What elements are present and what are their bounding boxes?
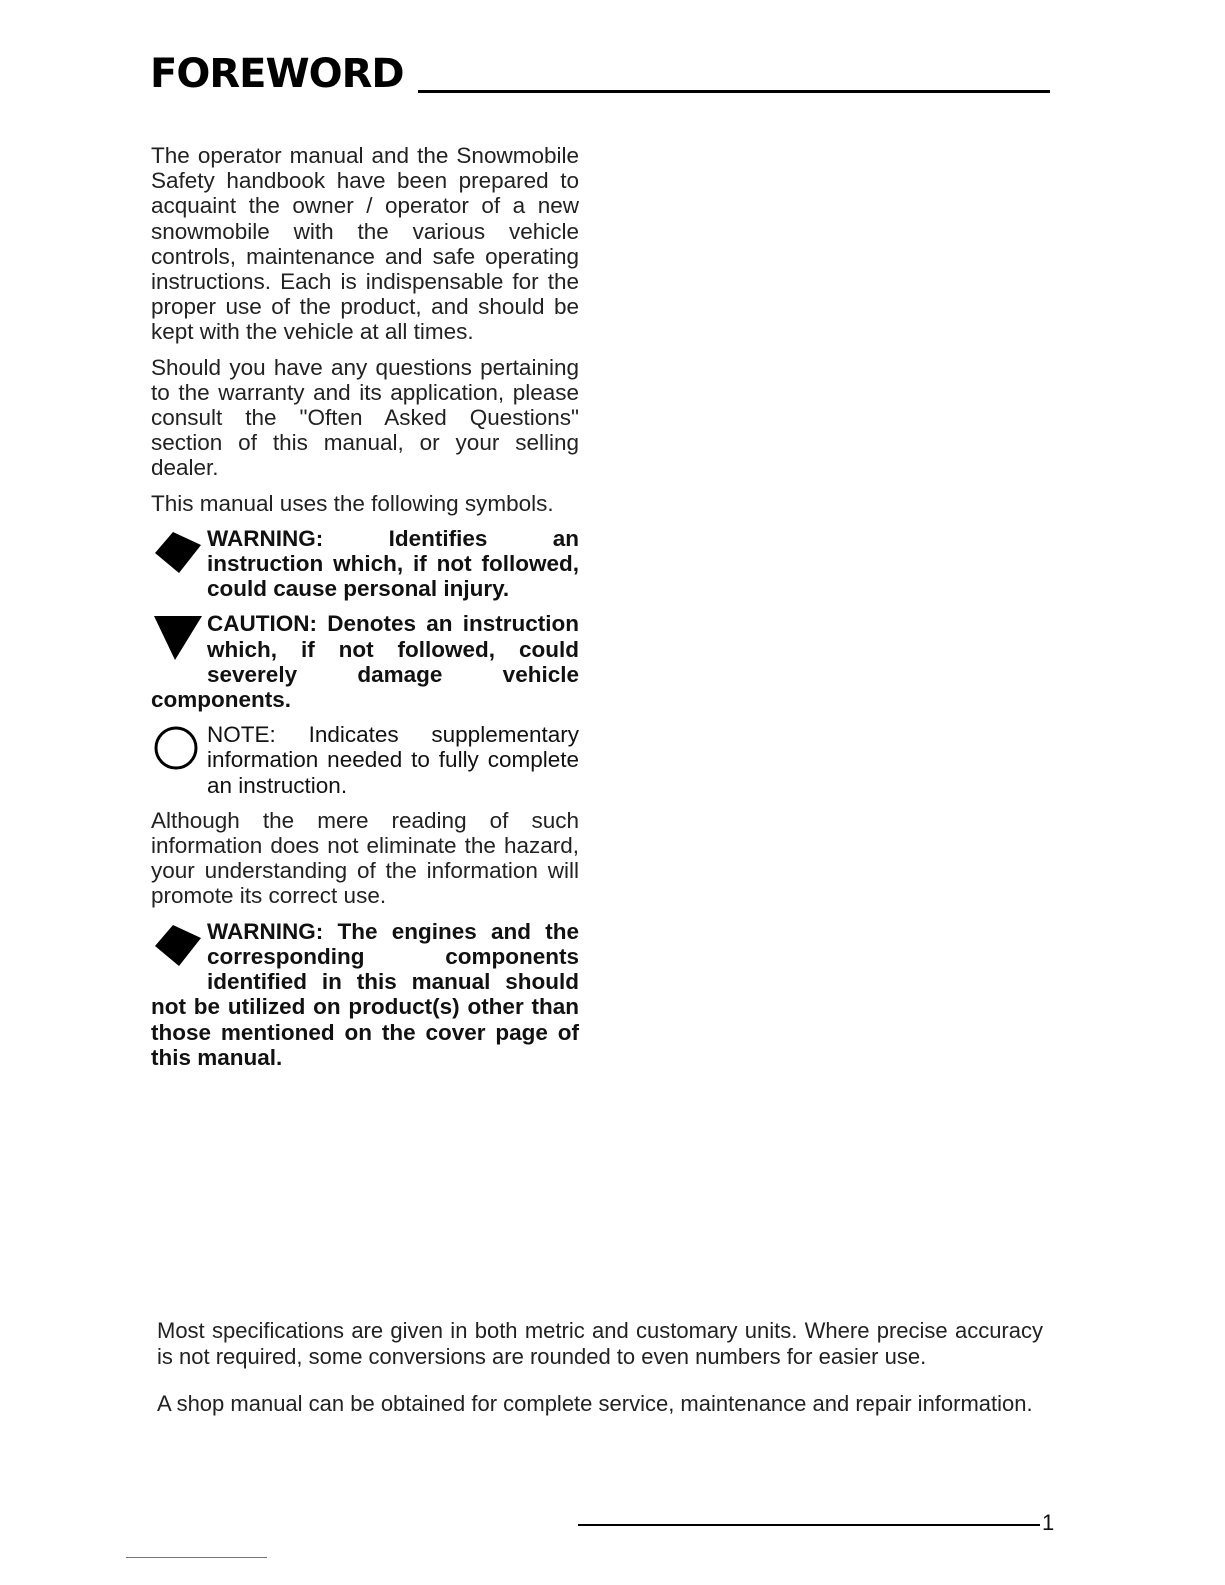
warning-diamond-icon	[151, 921, 207, 971]
page-heading	[150, 50, 1050, 100]
note-circle-icon	[151, 724, 207, 774]
warning-text: Identifies an instruction which, if not followed, could cause personal injury.	[207, 525, 579, 602]
units-paragraph: Most specifications are given in both metric and customary units. Where precise accuracy is not required, some conversions are rounded to even numbers for easier use.	[157, 1318, 1043, 1369]
caution-triangle-icon	[151, 613, 207, 663]
caution-text: Denotes an instruction which, if not followed, could severely damage vehicle components.	[151, 611, 579, 713]
warning-notice	[151, 526, 579, 602]
note-text: Indicates supplementary information needed to fully complete an instruction.	[207, 722, 579, 798]
engine-warning-notice	[151, 919, 579, 1070]
title-rule	[418, 90, 1050, 93]
engine-warning-label: WARNING:	[207, 918, 324, 944]
bottom-section	[157, 1318, 1043, 1439]
page-number: 1	[1042, 1510, 1055, 1535]
symbols-paragraph: This manual uses the following symbols.	[151, 490, 554, 516]
warning-label: WARNING:	[207, 525, 324, 551]
hazard-paragraph: Although the mere reading of such information does not eliminate the hazard, your understanding of the information will promote its correct use.	[151, 807, 579, 909]
note-notice	[151, 722, 579, 798]
caution-notice	[151, 611, 579, 712]
shop-manual-paragraph: A shop manual can be obtained for complete service, maintenance and repair information.	[157, 1391, 1033, 1416]
engine-warning-text: The engines and the corresponding components identified in this manual should not be utilized on product(s) other than those mentioned on the cover page of this manual.	[151, 918, 579, 1070]
page-title: FOREWORD	[150, 51, 404, 97]
warranty-paragraph: Should you have any questions pertaining to the warranty and its application, please consult the "Often Asked Questions" section of this manual, or your selling dealer.	[151, 354, 579, 481]
main-column	[151, 143, 579, 1080]
intro-paragraph: The operator manual and the Snowmobile Safety handbook have been prepared to acquaint the owner / operator of a new snowmobile with the various vehicle controls, maintenance and safe operating instructions. Each is indispensable for the proper use of the product, and should be kept with the vehicle at all times.	[151, 143, 579, 345]
footer-rule	[578, 1524, 1040, 1526]
note-label: NOTE:	[207, 722, 276, 748]
warning-diamond-icon	[151, 528, 207, 578]
caution-label: CAUTION:	[207, 611, 317, 637]
scan-edge-line	[126, 1557, 267, 1558]
